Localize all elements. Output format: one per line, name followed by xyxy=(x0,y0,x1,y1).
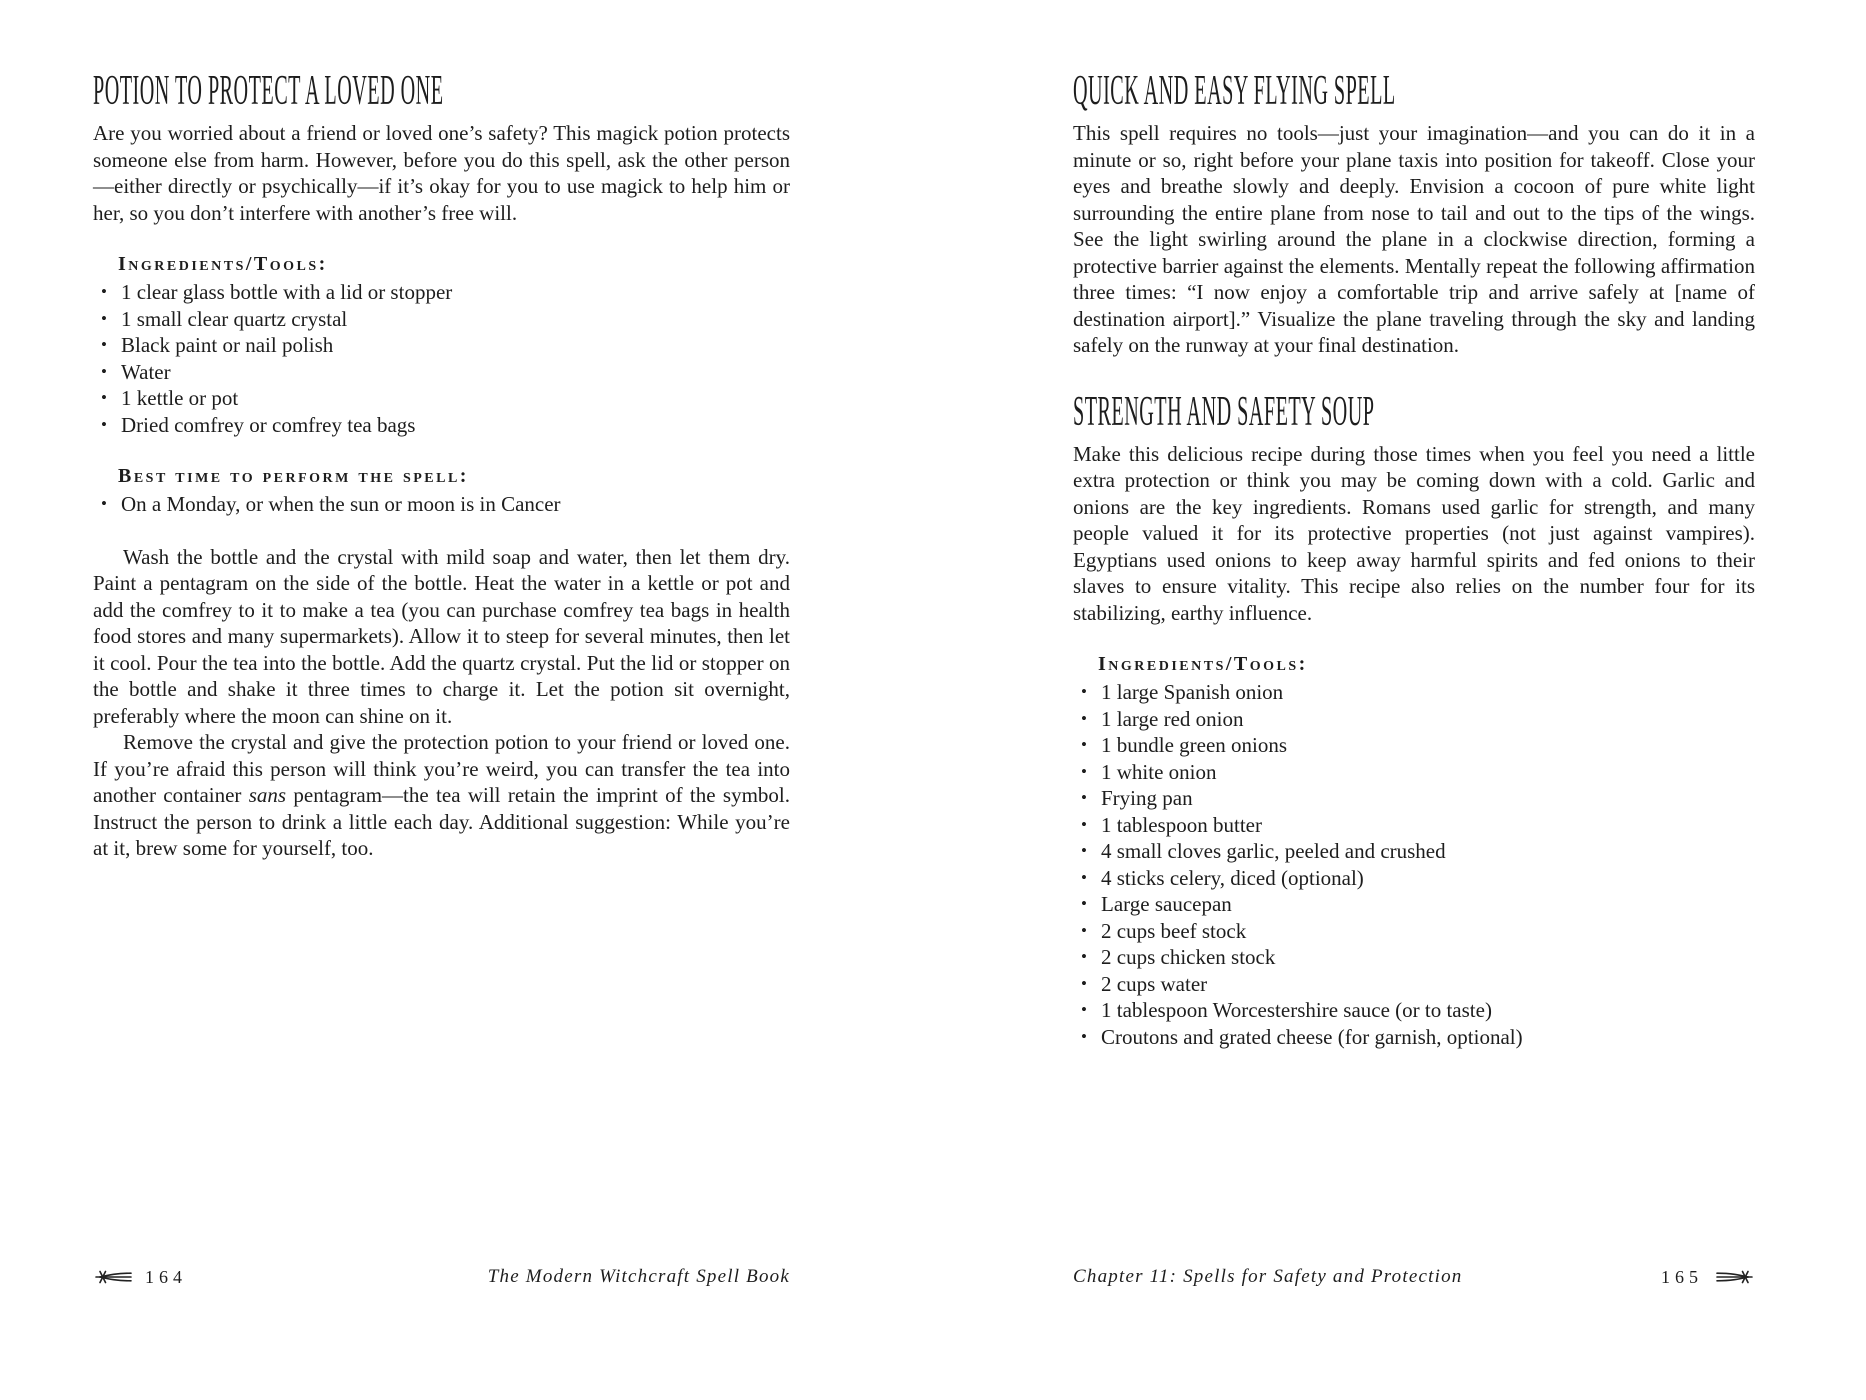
right-page-number: 165 xyxy=(1661,1266,1703,1287)
list-item-text: 4 small cloves garlic, peeled and crushed xyxy=(1101,839,1446,863)
list-item xyxy=(1073,759,1755,786)
list-item-text: 4 sticks celery, diced (optional) xyxy=(1101,865,1364,890)
bullet-icon: • xyxy=(1081,894,1087,913)
bullet-icon: • xyxy=(1081,1026,1087,1046)
bullet-icon: • xyxy=(1081,947,1087,966)
list-item-text: Croutons and grated cheese (for garnish, optional) xyxy=(1101,1024,1523,1049)
list-item xyxy=(1073,971,1755,998)
bullet-icon: • xyxy=(101,361,107,381)
list-item-text: Water xyxy=(121,359,171,384)
list-item xyxy=(1073,944,1755,971)
bullet-icon: • xyxy=(1081,761,1087,781)
bullet-icon: • xyxy=(1081,682,1087,701)
list-item xyxy=(1073,706,1755,733)
list-item-text: Dried comfrey or comfrey tea bags xyxy=(121,412,416,437)
bullet-icon: • xyxy=(1081,973,1087,993)
list-item-text: 2 cups chicken stock xyxy=(1101,945,1276,969)
left-page xyxy=(93,0,790,862)
list-item-text: 1 clear glass bottle with a lid or stopper xyxy=(121,280,453,304)
bullet-icon: • xyxy=(1081,920,1087,940)
bullet-icon: • xyxy=(101,494,107,513)
list-item xyxy=(1073,785,1755,812)
safety-soup-paragraph: Make this delicious recipe during those times when you feel you need a little extra protection or think you may be coming down with a cold. Garlic and onions are the key ingredients. Romans used garlic for strength, and many people valued it for its protective properties (not just against vampires). Egyptians used onions to keep away harmful spirits and fed onions to their slaves to ensure vitality. This recipe also relies on the number four for its stabilizing, earthy influence. xyxy=(1073,441,1755,625)
bullet-icon: • xyxy=(1081,788,1087,807)
list-item xyxy=(1073,812,1755,839)
bullet-icon: • xyxy=(101,282,107,301)
list-item-text: Large saucepan xyxy=(1101,892,1232,916)
left-folio xyxy=(93,1267,187,1288)
list-item-text: On a Monday, or when the sun or moon is in Cancer xyxy=(121,492,561,516)
list-item xyxy=(93,359,790,386)
flying-spell-paragraph: This spell requires no tools—just your imagination—and you can do it in a minute or so, right before your plane taxis into position for takeoff. Close your eyes and breathe slowly and deeply. Envision a cocoon of pure white light surrounding the entire plane from nose to tail and out to the tips of the wings. See the light swirling around the plane in a clockwise direction, forming a protective barrier against the elements. Mentally repeat the following affirmation three times: “I now enjoy a comfortable trip and arrive safely at [name of destination airport].” Visualize the plane traveling through the sky and landing safely on the runway at your final destination. xyxy=(1073,121,1755,357)
best-time-heading: Best time to perform the spell: xyxy=(118,465,469,487)
arrow-right-ornament-icon xyxy=(1715,1268,1755,1286)
list-item-text: 1 bundle green onions xyxy=(1101,733,1288,757)
best-time-list xyxy=(93,491,790,518)
list-item-text: 1 white onion xyxy=(1101,759,1217,784)
potion-intro-paragraph: Are you worried about a friend or loved one’s safety? This magick potion protects someone else from harm. However, before you do this spell, ask the other person—either directly or psychically—if it’s okay for you to use magick to help him or her, so you don’t interfere with another’s free will. xyxy=(93,121,790,225)
list-item xyxy=(93,491,790,518)
bullet-icon: • xyxy=(101,414,107,434)
book-title-running-footer: The Modern Witchcraft Spell Book xyxy=(487,1266,790,1287)
list-item-text: Frying pan xyxy=(1101,786,1193,810)
potion-instructions-paragraph-2 xyxy=(93,729,790,862)
list-item-text: 1 large red onion xyxy=(1101,706,1244,731)
left-page-number: 164 xyxy=(145,1266,187,1287)
list-item xyxy=(1073,997,1755,1024)
paragraph-2-italic-word: sans xyxy=(248,783,287,807)
bullet-icon: • xyxy=(101,388,107,407)
list-item xyxy=(1073,838,1755,865)
list-item xyxy=(1073,891,1755,918)
bullet-icon: • xyxy=(1081,841,1087,860)
paragraph-2-segment-post: pentagram—the tea will retain the imprint of the symbol. Instruct the person to drink a little each day. Additional suggestion: While you’re at it, brew some for yourself, too. xyxy=(93,783,790,860)
right-page xyxy=(1073,0,1755,1050)
list-item xyxy=(1073,865,1755,892)
spell-title-potion-to-protect xyxy=(93,68,790,114)
list-item xyxy=(93,332,790,359)
bullet-icon: • xyxy=(101,335,107,354)
list-item-text: Black paint or nail polish xyxy=(121,333,334,357)
list-item-text: 1 tablespoon Worcestershire sauce (or to taste) xyxy=(1101,998,1492,1022)
spell-title-flying-spell xyxy=(1073,68,1755,114)
list-item xyxy=(93,306,790,333)
bullet-icon: • xyxy=(1081,735,1087,754)
bullet-icon: • xyxy=(1081,708,1087,728)
list-item xyxy=(1073,679,1755,706)
list-item-text: 1 large Spanish onion xyxy=(1101,680,1284,704)
list-item xyxy=(93,385,790,412)
ingredients-list-right xyxy=(1073,679,1755,1050)
spell-title-potion-text: POTION TO PROTECT A LOVED ONE xyxy=(93,68,444,114)
list-item-text: 1 kettle or pot xyxy=(121,386,239,410)
list-item xyxy=(93,412,790,439)
bullet-icon: • xyxy=(1081,1000,1087,1019)
list-item-text: 1 small clear quartz crystal xyxy=(121,306,348,331)
spell-title-flying-text: QUICK AND EASY FLYING SPELL xyxy=(1073,68,1396,114)
chapter-running-footer: Chapter 11: Spells for Safety and Protection xyxy=(1073,1266,1463,1287)
bullet-icon: • xyxy=(1081,867,1087,887)
list-item-text: 1 tablespoon butter xyxy=(1101,812,1262,837)
ingredients-tools-heading-left: Ingredients/Tools: xyxy=(118,253,328,275)
bullet-icon: • xyxy=(1081,814,1087,834)
list-item xyxy=(1073,732,1755,759)
list-item-text: 2 cups water xyxy=(1101,971,1208,996)
right-folio xyxy=(1661,1267,1755,1288)
left-page-footer xyxy=(93,1262,790,1292)
list-item xyxy=(1073,1024,1755,1051)
list-item-text: 2 cups beef stock xyxy=(1101,918,1247,943)
list-item xyxy=(93,279,790,306)
bullet-icon: • xyxy=(101,308,107,328)
ingredients-list-left xyxy=(93,279,790,438)
paragraph-2-segment-pre: Remove the crystal and give the protection potion to your friend or loved one. If you’re afraid this person will think you’re weird, you can transfer the tea into another container xyxy=(93,730,790,807)
potion-instructions-paragraph-1: Wash the bottle and the crystal with mild soap and water, then let them dry. Paint a pentagram on the side of the bottle. Heat the water in a kettle or pot and add the comfrey to it to make a tea (you can purchase comfrey tea bags in health food stores and many supermarkets). Allow it to steep for several minutes, then let it cool. Pour the tea into the bottle. Add the quartz crystal. Put the lid or stopper on the bottle and shake it three times to charge it. Let the potion sit overnight, preferably where the moon can shine on it. xyxy=(93,544,790,728)
spell-title-soup-text: STRENGTH AND SAFETY SOUP xyxy=(1073,388,1375,435)
spell-title-safety-soup xyxy=(1073,389,1755,435)
ingredients-tools-heading-right: Ingredients/Tools: xyxy=(1098,653,1308,675)
arrow-left-ornament-icon xyxy=(93,1268,133,1286)
right-page-footer xyxy=(1073,1262,1755,1292)
list-item xyxy=(1073,918,1755,945)
